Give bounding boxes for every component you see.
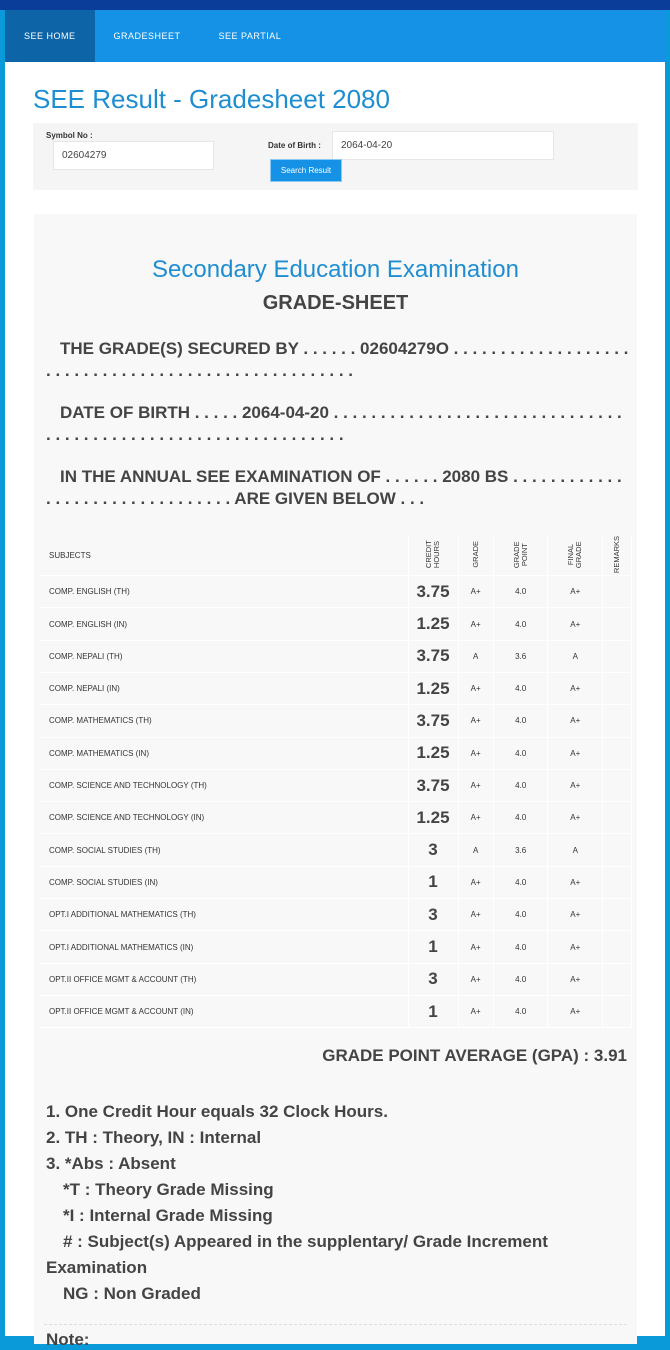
remarks-cell (603, 640, 632, 672)
grade-point-cell: 4.0 (493, 866, 548, 898)
final-grade-cell: A (548, 640, 603, 672)
table-row (40, 963, 632, 995)
credit-hours-cell: 1 (408, 866, 458, 898)
annual-line: IN THE ANNUAL SEE EXAMINATION OF . . . . . . 2080 BS . . . . . . . . . . . . . . . . . . . . . . . . . . . . . . . . ARE GIVEN BELOW . . . (46, 467, 622, 508)
note-item: 1. One Credit Hour equals 32 Clock Hours. (46, 1102, 388, 1121)
grade-cell: A (458, 834, 493, 866)
grade-point-cell: 3.6 (493, 834, 548, 866)
credit-hours-cell: 3.75 (408, 705, 458, 737)
notes-list (46, 1099, 548, 1307)
grade-cell: A+ (458, 899, 493, 931)
note-item: # : Subject(s) Appeared in the supplentary/ Grade Increment (63, 1232, 548, 1251)
search-form (33, 123, 638, 190)
remarks-cell (603, 995, 632, 1027)
credit-hours-cell: 3.75 (408, 769, 458, 801)
grade-point-cell: 4.0 (493, 576, 548, 608)
column-header: SUBJECTS (40, 536, 408, 576)
grade-cell: A+ (458, 737, 493, 769)
nav-see-partial[interactable]: SEE PARTIAL (218, 31, 282, 41)
grade-cell: A+ (458, 769, 493, 801)
grade-cell: A+ (458, 963, 493, 995)
dob-label: Date of Birth : (268, 141, 321, 150)
subject-cell: COMP. MATHEMATICS (TH) (40, 705, 408, 737)
credit-hours-cell: 3 (408, 899, 458, 931)
credit-hours-cell: 3.75 (408, 576, 458, 608)
search-result-button[interactable]: Search Result (270, 159, 342, 182)
table-row (40, 672, 632, 704)
column-header-label: FINAL GRADE (566, 541, 584, 568)
grade-point-cell: 4.0 (493, 931, 548, 963)
grade-cell: A+ (458, 705, 493, 737)
column-header (603, 536, 632, 576)
grade-point-cell: 4.0 (493, 672, 548, 704)
table-row (40, 576, 632, 608)
subject-cell: COMP. NEPALI (IN) (40, 672, 408, 704)
column-header (493, 536, 548, 576)
remarks-cell (603, 899, 632, 931)
column-header (458, 536, 493, 576)
exam-title: Secondary Education Examination (152, 256, 519, 283)
credit-hours-cell: 1.25 (408, 802, 458, 834)
gradesheet-heading: GRADE-SHEET (262, 292, 409, 314)
note-item: *T : Theory Grade Missing (63, 1180, 274, 1199)
remarks-cell (603, 963, 632, 995)
column-header-label: GRADE POINT (511, 541, 529, 568)
nav-see-home[interactable]: SEE HOME (5, 10, 95, 62)
column-header (408, 536, 458, 576)
note-item: Examination (46, 1258, 148, 1277)
credit-hours-cell: 1.25 (408, 672, 458, 704)
grade-point-cell: 4.0 (493, 995, 548, 1027)
grade-point-cell: 3.6 (493, 640, 548, 672)
credit-hours-cell: 1.25 (408, 608, 458, 640)
grade-cell: A+ (458, 995, 493, 1027)
grade-point-cell: 4.0 (493, 963, 548, 995)
subject-cell: COMP. SCIENCE AND TECHNOLOGY (IN) (40, 802, 408, 834)
table-row (40, 866, 632, 898)
secured-by-line: THE GRADE(S) SECURED BY . . . . . . 02604279O . . . . . . . . . . . . . . . . . . . . . . . . . . . . . . . . . . . . . . . . . . . . . . . . . . . . (46, 339, 629, 380)
credit-hours-cell: 3.75 (408, 640, 458, 672)
grade-point-cell: 4.0 (493, 737, 548, 769)
subject-cell: COMP. MATHEMATICS (IN) (40, 737, 408, 769)
remarks-cell (603, 737, 632, 769)
subject-cell: COMP. NEPALI (TH) (40, 640, 408, 672)
remarks-cell (603, 834, 632, 866)
remarks-cell (603, 802, 632, 834)
grade-point-cell: 4.0 (493, 608, 548, 640)
subject-cell: COMP. SCIENCE AND TECHNOLOGY (TH) (40, 769, 408, 801)
subject-cell: OPT.I ADDITIONAL MATHEMATICS (IN) (40, 931, 408, 963)
remarks-cell (603, 705, 632, 737)
column-header-label: REMARKS (612, 536, 622, 574)
page-content (5, 62, 665, 1349)
dob-input[interactable]: 2064-04-20 (332, 131, 554, 160)
table-row (40, 802, 632, 834)
subject-cell: OPT.I ADDITIONAL MATHEMATICS (TH) (40, 899, 408, 931)
grades-table (40, 536, 632, 1028)
remarks-cell (603, 576, 632, 608)
final-grade-cell: A (548, 834, 603, 866)
dob-line: DATE OF BIRTH . . . . . 2064-04-20 . . . . . . . . . . . . . . . . . . . . . . . . . . . . . . . . . . . . . . . . . . . . . . . . . . . . . . . . . . . . . . . (46, 403, 622, 444)
remarks-cell (603, 769, 632, 801)
final-grade-cell: A+ (548, 899, 603, 931)
note-item: 3. *Abs : Absent (46, 1154, 176, 1173)
credit-hours-cell: 1 (408, 931, 458, 963)
remarks-cell (603, 672, 632, 704)
divider (44, 1324, 627, 1325)
subject-cell: COMP. ENGLISH (TH) (40, 576, 408, 608)
table-row (40, 705, 632, 737)
note-heading: Note: (46, 1330, 90, 1349)
grade-cell: A+ (458, 576, 493, 608)
subject-cell: COMP. SOCIAL STUDIES (IN) (40, 866, 408, 898)
final-grade-cell: A+ (548, 866, 603, 898)
grade-point-cell: 4.0 (493, 769, 548, 801)
grade-cell: A+ (458, 931, 493, 963)
table-row (40, 834, 632, 866)
credit-hours-cell: 1 (408, 995, 458, 1027)
credit-hours-cell: 1.25 (408, 737, 458, 769)
note-item: NG : Non Graded (63, 1284, 201, 1303)
nav-bar (5, 10, 665, 62)
nav-gradesheet[interactable]: GRADESHEET (113, 31, 181, 41)
column-header-label: GRADE (470, 541, 480, 568)
final-grade-cell: A+ (548, 608, 603, 640)
table-row (40, 640, 632, 672)
final-grade-cell: A+ (548, 705, 603, 737)
column-header-label: CREDIT HOURS (424, 540, 441, 569)
grade-point-cell: 4.0 (493, 802, 548, 834)
final-grade-cell: A+ (548, 769, 603, 801)
table-row (40, 737, 632, 769)
final-grade-cell: A+ (548, 963, 603, 995)
table-row (40, 608, 632, 640)
grade-cell: A+ (458, 672, 493, 704)
column-header (548, 536, 603, 576)
top-strip (0, 0, 670, 10)
subject-cell: COMP. SOCIAL STUDIES (TH) (40, 834, 408, 866)
credit-hours-cell: 3 (408, 963, 458, 995)
subject-cell: OPT.II OFFICE MGMT & ACCOUNT (IN) (40, 995, 408, 1027)
credit-hours-cell: 3 (408, 834, 458, 866)
symbol-input[interactable]: 02604279 (53, 141, 214, 170)
note-item: 2. TH : Theory, IN : Internal (46, 1128, 262, 1147)
grade-cell: A+ (458, 802, 493, 834)
subject-cell: COMP. ENGLISH (IN) (40, 608, 408, 640)
grade-cell: A+ (458, 608, 493, 640)
final-grade-cell: A+ (548, 995, 603, 1027)
note-item: *I : Internal Grade Missing (63, 1206, 273, 1225)
remarks-cell (603, 866, 632, 898)
page-title: SEE Result - Gradesheet 2080 (33, 84, 390, 114)
table-row (40, 899, 632, 931)
subject-cell: OPT.II OFFICE MGMT & ACCOUNT (TH) (40, 963, 408, 995)
final-grade-cell: A+ (548, 931, 603, 963)
table-row (40, 995, 632, 1027)
grade-point-cell: 4.0 (493, 899, 548, 931)
final-grade-cell: A+ (548, 576, 603, 608)
gradesheet (34, 214, 637, 1349)
gpa: GRADE POINT AVERAGE (GPA) : 3.91 (322, 1046, 627, 1065)
final-grade-cell: A+ (548, 802, 603, 834)
final-grade-cell: A+ (548, 737, 603, 769)
table-row (40, 769, 632, 801)
grade-cell: A (458, 640, 493, 672)
symbol-label: Symbol No : (46, 131, 93, 140)
final-grade-cell: A+ (548, 672, 603, 704)
grade-cell: A+ (458, 866, 493, 898)
grade-point-cell: 4.0 (493, 705, 548, 737)
remarks-cell (603, 931, 632, 963)
remarks-cell (603, 608, 632, 640)
table-row (40, 931, 632, 963)
